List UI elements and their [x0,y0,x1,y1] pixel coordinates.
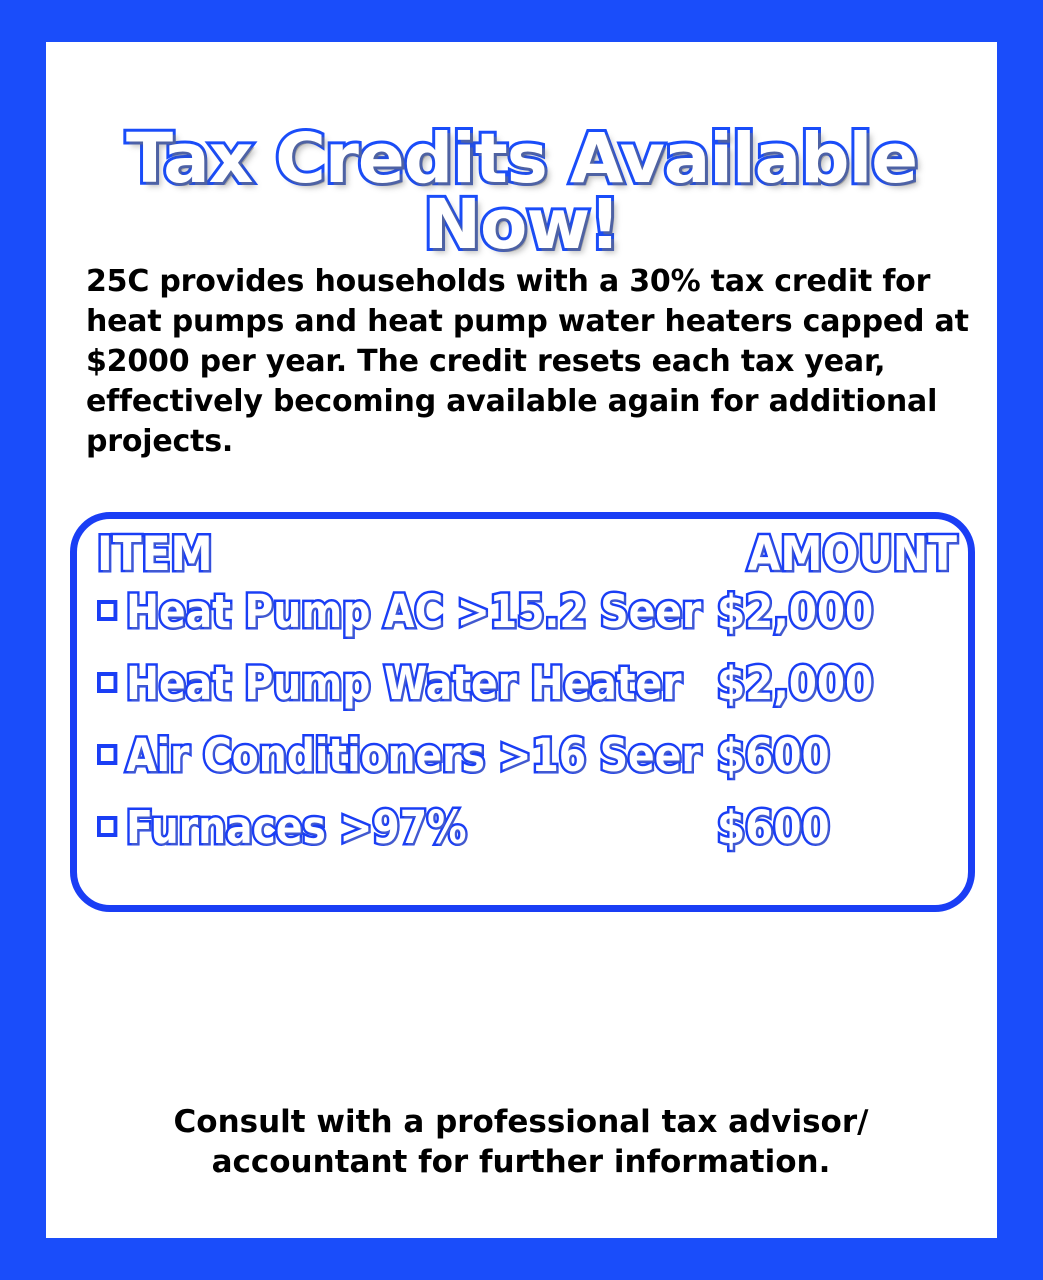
table-cell-item-label: Heat Pump Water Heater [126,657,682,710]
table-cell-item [97,801,698,854]
table-cell-item-label: Heat Pump AC >15.2 Seer [126,585,702,638]
table-header-row [97,527,957,582]
table-row [97,729,959,805]
bullet-icon [97,600,117,621]
credits-table-panel [70,512,975,912]
table-cell-item-label: Furnaces >97% [126,801,467,854]
poster-card [46,42,997,1238]
bullet-icon [97,672,117,693]
table-header-item: ITEM [97,527,213,582]
table-cell-amount: $600 [717,729,830,782]
table-cell-item [97,729,701,782]
bullet-icon [97,744,117,765]
table-row [97,657,959,733]
bullet-icon [97,816,117,837]
table-cell-amount: $2,000 [717,657,874,710]
title-container [46,119,997,265]
intro-paragraph: 25C provides households with a 30% tax credit for heat pumps and heat pump water heaters capped at $2000 per year. The credit resets each tax year, effectively becoming available again for additional projects. [86,264,969,459]
table-cell-item [97,657,698,710]
footer-disclaimer: Consult with a professional tax advisor/ accountant for further information. [173,1104,869,1181]
table-cell-item-label: Air Conditioners >16 Seer [126,729,701,782]
table-body [97,585,959,877]
page-title: Tax Credits Available Now! [125,119,918,265]
table-cell-amount: $2,000 [717,585,874,638]
table-row [97,801,959,877]
table-cell-item [97,585,702,638]
table-header-amount: AMOUNT [747,527,957,582]
table-cell-amount: $600 [717,801,830,854]
table-row [97,585,959,661]
